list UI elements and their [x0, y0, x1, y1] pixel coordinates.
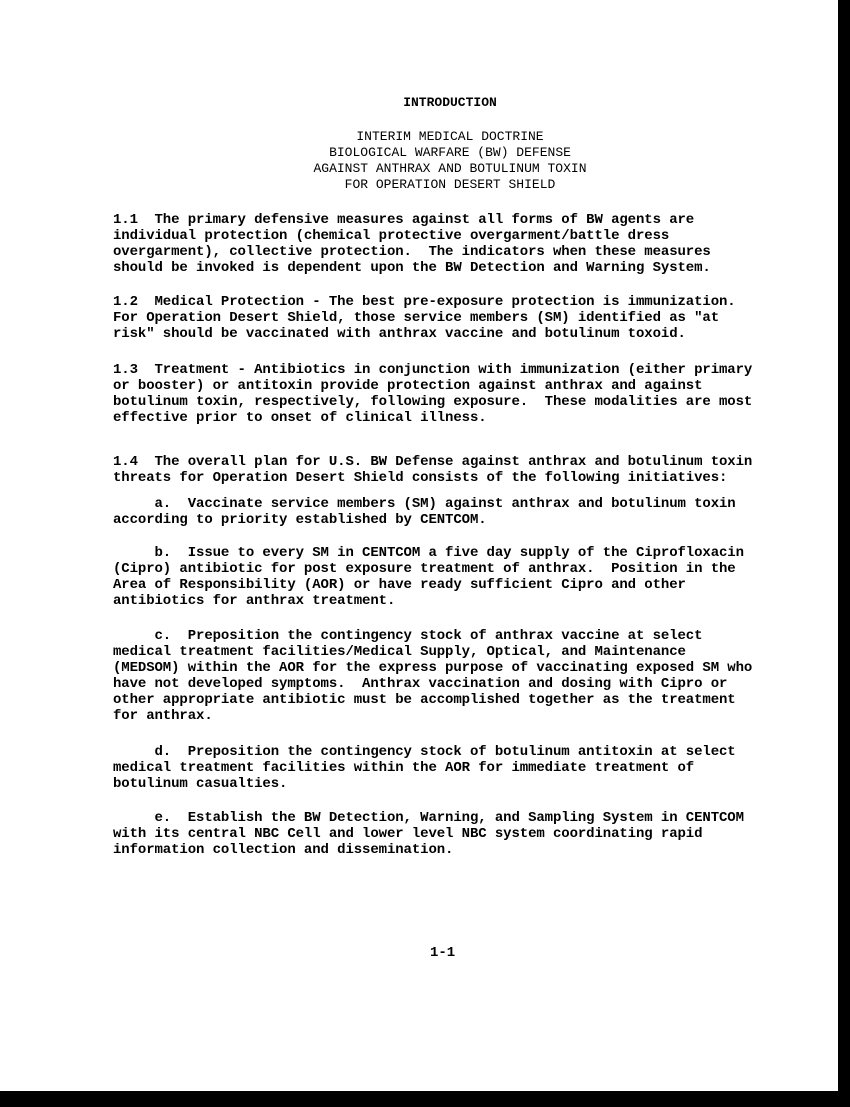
title-line: INTERIM MEDICAL DOCTRINE [356, 129, 544, 144]
text-line: medical treatment facilities within the AOR for immediate treatment of [113, 760, 695, 776]
text-line: 1.1 The primary defensive measures against all forms of BW agents are [113, 212, 695, 228]
text-line: medical treatment facilities/Medical Supply, Optical, and Maintenance [113, 644, 686, 660]
item-c [113, 628, 752, 724]
text-line: have not developed symptoms. Anthrax vaccination and dosing with Cipro or [113, 676, 728, 692]
paragraph-1-4 [113, 454, 752, 486]
text-line: for anthrax. [113, 708, 213, 724]
paragraph-1-2 [113, 294, 736, 342]
text-line: (Cipro) antibiotic for post exposure treatment of anthrax. Position in the [113, 561, 736, 577]
text-line: other appropriate antibiotic must be accomplished together as the treatment [113, 692, 736, 708]
text-line: e. Establish the BW Detection, Warning, and Sampling System in CENTCOM [113, 810, 744, 826]
title-line: FOR OPERATION DESERT SHIELD [344, 177, 556, 192]
text-line: risk" should be vaccinated with anthrax vaccine and botulinum toxoid. [113, 326, 686, 342]
page-number: 1-1 [430, 945, 456, 961]
text-line: 1.2 Medical Protection - The best pre-exposure protection is immunization. [113, 294, 736, 310]
text-line: threats for Operation Desert Shield consists of the following initiatives: [113, 470, 728, 486]
title-line: BIOLOGICAL WARFARE (BW) DEFENSE [329, 145, 571, 160]
document-title [0, 129, 850, 193]
text-line: b. Issue to every SM in CENTCOM a five day supply of the Ciprofloxacin [113, 545, 744, 561]
text-line: d. Preposition the contingency stock of botulinum antitoxin at select [113, 744, 736, 760]
text-line: For Operation Desert Shield, those service members (SM) identified as "at [113, 310, 720, 326]
text-line: botulinum toxin, respectively, following exposure. These modalities are most [113, 394, 753, 410]
item-d [113, 744, 736, 792]
scan-border-bottom [0, 1091, 850, 1107]
item-a [113, 496, 736, 528]
text-line: or booster) or antitoxin provide protection against anthrax and against [113, 378, 703, 394]
text-line: overgarment), collective protection. The indicators when these measures [113, 244, 711, 260]
text-line: 1.4 The overall plan for U.S. BW Defense against anthrax and botulinum toxin [113, 454, 753, 470]
text-line: with its central NBC Cell and lower level NBC system coordinating rapid [113, 826, 703, 842]
text-line: information collection and dissemination. [113, 842, 454, 858]
text-line: should be invoked is dependent upon the BW Detection and Warning System. [113, 260, 711, 276]
text-line: 1.3 Treatment - Antibiotics in conjunction with immunization (either primary [113, 362, 753, 378]
paragraph-1-1 [113, 212, 711, 276]
text-line: botulinum casualties. [113, 776, 288, 792]
text-line: Area of Responsibility (AOR) or have ready sufficient Cipro and other [113, 577, 686, 593]
text-line: individual protection (chemical protective overgarment/battle dress [113, 228, 670, 244]
text-line: a. Vaccinate service members (SM) against anthrax and botulinum toxin [113, 496, 736, 512]
text-line: c. Preposition the contingency stock of anthrax vaccine at select [113, 628, 703, 644]
item-e [113, 810, 744, 858]
text-line: (MEDSOM) within the AOR for the express purpose of vaccinating exposed SM who [113, 660, 753, 676]
paragraph-1-3 [113, 362, 752, 426]
text-line: effective prior to onset of clinical illness. [113, 410, 487, 426]
text-line: according to priority established by CENTCOM. [113, 512, 487, 528]
item-b [113, 545, 744, 609]
section-heading: INTRODUCTION [403, 95, 497, 110]
title-line: AGAINST ANTHRAX AND BOTULINUM TOXIN [313, 161, 587, 176]
text-line: antibiotics for anthrax treatment. [113, 593, 396, 609]
